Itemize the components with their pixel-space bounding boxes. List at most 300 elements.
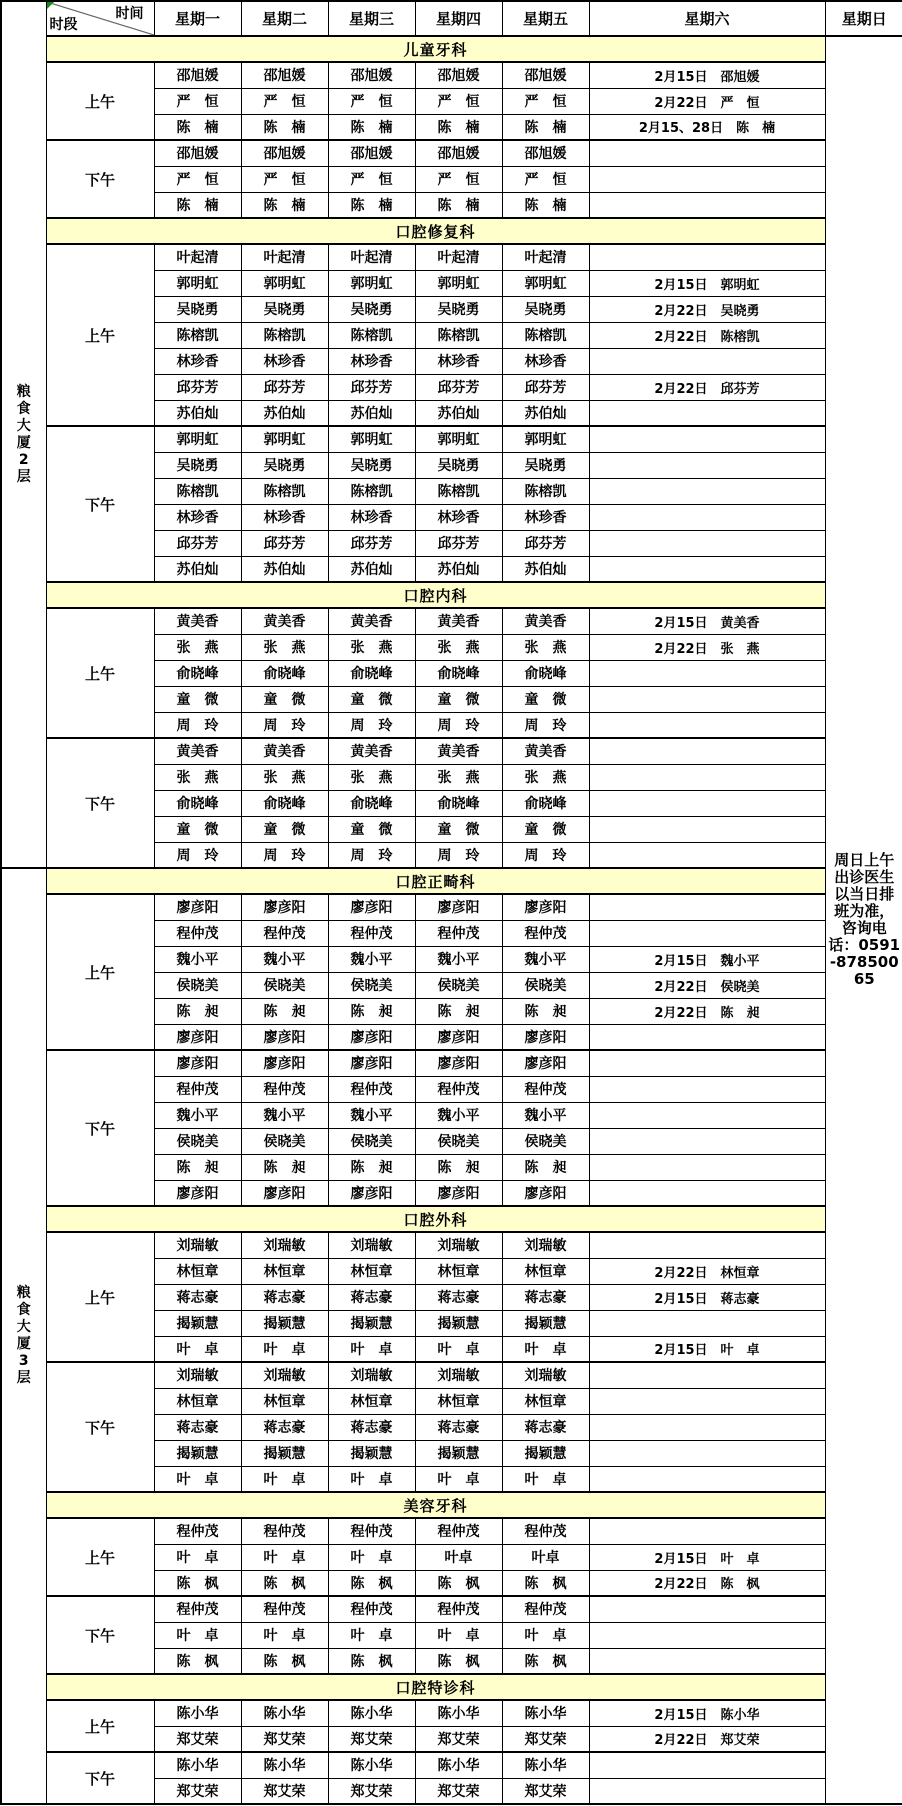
doctor-cell: 叶 卓 xyxy=(241,1622,328,1648)
sunday-note: 周日上午出诊医生以当日排班为准，咨询电话：0591-87850065 xyxy=(825,36,902,1804)
doctor-cell: 郭明虹 xyxy=(328,270,415,296)
doctor-cell: 张 燕 xyxy=(502,764,589,790)
doctor-cell: 程仲茂 xyxy=(154,1076,241,1102)
doctor-cell: 叶 卓 xyxy=(241,1544,328,1570)
saturday-cell: 2月22日 严 恒 xyxy=(589,88,825,114)
doctor-cell: 蒋志豪 xyxy=(241,1414,328,1440)
doctor-cell: 叶 卓 xyxy=(241,1336,328,1362)
corner-label-time: 时间 xyxy=(115,6,144,22)
doctor-cell: 陈 昶 xyxy=(502,1154,589,1180)
saturday-cell: 2月22日 陈 昶 xyxy=(589,998,825,1024)
day-header-2: 星期二 xyxy=(241,1,328,36)
doctor-cell: 魏小平 xyxy=(241,946,328,972)
period-label-pm: 下午 xyxy=(46,140,154,218)
doctor-cell: 严 恒 xyxy=(241,88,328,114)
saturday-cell: 2月22日 邱芬芳 xyxy=(589,374,825,400)
doctor-cell: 童 微 xyxy=(502,686,589,712)
saturday-cell xyxy=(589,166,825,192)
doctor-cell: 叶 卓 xyxy=(328,1544,415,1570)
saturday-cell xyxy=(589,192,825,218)
saturday-cell xyxy=(589,400,825,426)
saturday-cell xyxy=(589,660,825,686)
doctor-cell: 廖彦阳 xyxy=(154,894,241,920)
doctor-cell: 林恒章 xyxy=(154,1258,241,1284)
doctor-cell: 周 玲 xyxy=(415,842,502,868)
doctor-cell: 陈 昶 xyxy=(502,998,589,1024)
doctor-cell: 廖彦阳 xyxy=(328,1024,415,1050)
doctor-cell: 邵旭媛 xyxy=(154,62,241,88)
doctor-cell: 邱芬芳 xyxy=(154,374,241,400)
doctor-cell: 魏小平 xyxy=(502,946,589,972)
doctor-cell: 刘瑞敏 xyxy=(328,1362,415,1388)
saturday-cell: 2月15日 叶 卓 xyxy=(589,1336,825,1362)
period-label-pm: 下午 xyxy=(46,1050,154,1206)
doctor-cell: 俞晓峰 xyxy=(154,790,241,816)
doctor-cell: 叶 卓 xyxy=(154,1466,241,1492)
saturday-cell xyxy=(589,1414,825,1440)
saturday-cell xyxy=(589,556,825,582)
doctor-cell: 陈小华 xyxy=(154,1752,241,1778)
doctor-cell: 程仲茂 xyxy=(241,1596,328,1622)
saturday-cell: 2月22日 侯晓美 xyxy=(589,972,825,998)
doctor-cell: 林珍香 xyxy=(154,348,241,374)
doctor-cell: 陈 昶 xyxy=(415,998,502,1024)
doctor-cell: 吴晓勇 xyxy=(154,452,241,478)
doctor-cell: 俞晓峰 xyxy=(415,660,502,686)
doctor-cell: 张 燕 xyxy=(328,764,415,790)
doctor-cell: 揭颖慧 xyxy=(328,1440,415,1466)
doctor-cell: 叶卓 xyxy=(502,1544,589,1570)
doctor-cell: 廖彦阳 xyxy=(328,894,415,920)
saturday-cell xyxy=(589,1388,825,1414)
doctor-cell: 陈小华 xyxy=(502,1700,589,1726)
doctor-cell: 廖彦阳 xyxy=(154,1024,241,1050)
doctor-cell: 廖彦阳 xyxy=(502,894,589,920)
doctor-cell: 严 恒 xyxy=(502,166,589,192)
doctor-cell: 林珍香 xyxy=(502,504,589,530)
doctor-cell: 童 微 xyxy=(415,686,502,712)
doctor-cell: 刘瑞敏 xyxy=(415,1362,502,1388)
saturday-cell xyxy=(589,712,825,738)
doctor-cell: 刘瑞敏 xyxy=(328,1232,415,1258)
doctor-cell: 邵旭媛 xyxy=(415,140,502,166)
doctor-cell: 程仲茂 xyxy=(415,1518,502,1544)
doctor-cell: 叶 卓 xyxy=(502,1622,589,1648)
doctor-cell: 郑艾荣 xyxy=(502,1726,589,1752)
doctor-cell: 林珍香 xyxy=(241,504,328,530)
doctor-cell: 程仲茂 xyxy=(241,1518,328,1544)
period-label-am: 上午 xyxy=(46,608,154,738)
doctor-cell: 黄美香 xyxy=(241,608,328,634)
doctor-cell: 郑艾荣 xyxy=(241,1726,328,1752)
doctor-cell: 叶 卓 xyxy=(502,1336,589,1362)
doctor-cell: 魏小平 xyxy=(154,946,241,972)
doctor-cell: 郑艾荣 xyxy=(328,1778,415,1804)
doctor-cell: 童 微 xyxy=(502,816,589,842)
period-label-am: 上午 xyxy=(46,894,154,1050)
saturday-cell: 2月15日 叶 卓 xyxy=(589,1544,825,1570)
saturday-cell xyxy=(589,1076,825,1102)
saturday-cell xyxy=(589,504,825,530)
doctor-cell: 叶 卓 xyxy=(154,1622,241,1648)
doctor-cell: 林珍香 xyxy=(328,504,415,530)
doctor-cell: 陈小华 xyxy=(328,1752,415,1778)
doctor-cell: 陈小华 xyxy=(328,1700,415,1726)
doctor-cell: 侯晓美 xyxy=(328,972,415,998)
doctor-cell: 吴晓勇 xyxy=(415,296,502,322)
doctor-cell: 程仲茂 xyxy=(415,1076,502,1102)
saturday-cell xyxy=(589,1154,825,1180)
doctor-cell: 吴晓勇 xyxy=(241,452,328,478)
doctor-cell: 童 微 xyxy=(154,816,241,842)
doctor-cell: 蒋志豪 xyxy=(502,1284,589,1310)
doctor-cell: 陈 昶 xyxy=(241,998,328,1024)
doctor-cell: 廖彦阳 xyxy=(415,1180,502,1206)
doctor-cell: 林珍香 xyxy=(328,348,415,374)
doctor-cell: 张 燕 xyxy=(415,634,502,660)
doctor-cell: 吴晓勇 xyxy=(415,452,502,478)
saturday-cell xyxy=(589,1778,825,1804)
doctor-cell: 陈榕凯 xyxy=(328,322,415,348)
doctor-cell: 程仲茂 xyxy=(241,920,328,946)
doctor-cell: 程仲茂 xyxy=(154,1596,241,1622)
doctor-cell: 陈榕凯 xyxy=(502,322,589,348)
saturday-cell: 2月22日 陈 枫 xyxy=(589,1570,825,1596)
doctor-cell: 郭明虹 xyxy=(328,426,415,452)
saturday-cell xyxy=(589,348,825,374)
doctor-cell: 蒋志豪 xyxy=(154,1414,241,1440)
section-title-1: 儿童牙科 xyxy=(46,36,825,62)
doctor-cell: 程仲茂 xyxy=(154,920,241,946)
doctor-cell: 陈 楠 xyxy=(502,192,589,218)
doctor-cell: 郭明虹 xyxy=(415,270,502,296)
saturday-cell: 2月22日 吴晓勇 xyxy=(589,296,825,322)
doctor-cell: 侯晓美 xyxy=(415,1128,502,1154)
doctor-cell: 蒋志豪 xyxy=(502,1414,589,1440)
doctor-cell: 苏伯灿 xyxy=(328,556,415,582)
doctor-cell: 叶起清 xyxy=(502,244,589,270)
doctor-cell: 郑艾荣 xyxy=(154,1778,241,1804)
doctor-cell: 陈榕凯 xyxy=(328,478,415,504)
doctor-cell: 严 恒 xyxy=(154,88,241,114)
doctor-cell: 陈 楠 xyxy=(328,114,415,140)
doctor-cell: 邱芬芳 xyxy=(241,374,328,400)
saturday-cell xyxy=(589,1180,825,1206)
doctor-cell: 陈 枫 xyxy=(328,1648,415,1674)
floor-label-3: 粮 食 大 厦 3 层 xyxy=(1,868,46,1804)
doctor-cell: 黄美香 xyxy=(241,738,328,764)
doctor-cell: 揭颖慧 xyxy=(415,1310,502,1336)
section-title-2: 口腔修复科 xyxy=(46,218,825,244)
doctor-cell: 周 玲 xyxy=(154,842,241,868)
doctor-cell: 蒋志豪 xyxy=(328,1284,415,1310)
doctor-cell: 郑艾荣 xyxy=(415,1778,502,1804)
doctor-cell: 叶 卓 xyxy=(415,1336,502,1362)
saturday-cell xyxy=(589,1310,825,1336)
doctor-cell: 揭颖慧 xyxy=(502,1440,589,1466)
doctor-cell: 俞晓峰 xyxy=(502,790,589,816)
doctor-cell: 程仲茂 xyxy=(154,1518,241,1544)
doctor-cell: 叶 卓 xyxy=(415,1622,502,1648)
saturday-cell: 2月15日 魏小平 xyxy=(589,946,825,972)
doctor-cell: 陈 楠 xyxy=(241,114,328,140)
doctor-cell: 陈 昶 xyxy=(241,1154,328,1180)
doctor-cell: 刘瑞敏 xyxy=(502,1362,589,1388)
doctor-cell: 张 燕 xyxy=(241,634,328,660)
doctor-cell: 陈 昶 xyxy=(328,1154,415,1180)
day-header-3: 星期三 xyxy=(328,1,415,36)
doctor-cell: 陈 枫 xyxy=(241,1648,328,1674)
saturday-cell xyxy=(589,452,825,478)
doctor-cell: 张 燕 xyxy=(241,764,328,790)
period-label-am: 上午 xyxy=(46,62,154,140)
doctor-cell: 吴晓勇 xyxy=(241,296,328,322)
doctor-cell: 叶 卓 xyxy=(241,1466,328,1492)
doctor-cell: 苏伯灿 xyxy=(328,400,415,426)
doctor-cell: 廖彦阳 xyxy=(328,1180,415,1206)
doctor-cell: 陈小华 xyxy=(241,1700,328,1726)
doctor-cell: 严 恒 xyxy=(328,166,415,192)
doctor-cell: 廖彦阳 xyxy=(415,894,502,920)
doctor-cell: 严 恒 xyxy=(241,166,328,192)
doctor-cell: 陈 昶 xyxy=(154,998,241,1024)
doctor-cell: 魏小平 xyxy=(154,1102,241,1128)
doctor-cell: 陈小华 xyxy=(154,1700,241,1726)
doctor-cell: 魏小平 xyxy=(328,946,415,972)
doctor-cell: 廖彦阳 xyxy=(415,1024,502,1050)
green-corner-marker xyxy=(47,2,54,9)
doctor-cell: 叶 卓 xyxy=(502,1466,589,1492)
doctor-cell: 廖彦阳 xyxy=(502,1024,589,1050)
saturday-cell xyxy=(589,816,825,842)
doctor-cell: 严 恒 xyxy=(154,166,241,192)
doctor-cell: 苏伯灿 xyxy=(415,400,502,426)
period-label-am: 上午 xyxy=(46,1518,154,1596)
doctor-cell: 俞晓峰 xyxy=(415,790,502,816)
doctor-cell: 严 恒 xyxy=(502,88,589,114)
doctor-cell: 叶 卓 xyxy=(328,1466,415,1492)
doctor-cell: 魏小平 xyxy=(415,1102,502,1128)
doctor-cell: 侯晓美 xyxy=(502,1128,589,1154)
saturday-cell xyxy=(589,1362,825,1388)
doctor-cell: 廖彦阳 xyxy=(502,1180,589,1206)
doctor-cell: 廖彦阳 xyxy=(415,1050,502,1076)
doctor-cell: 廖彦阳 xyxy=(154,1050,241,1076)
doctor-cell: 揭颖慧 xyxy=(241,1310,328,1336)
doctor-cell: 林恒章 xyxy=(241,1258,328,1284)
doctor-cell: 吴晓勇 xyxy=(328,296,415,322)
day-header-4: 星期四 xyxy=(415,1,502,36)
doctor-cell: 张 燕 xyxy=(328,634,415,660)
saturday-cell: 2月22日 张 燕 xyxy=(589,634,825,660)
doctor-cell: 陈榕凯 xyxy=(154,322,241,348)
doctor-cell: 陈 楠 xyxy=(502,114,589,140)
doctor-cell: 黄美香 xyxy=(154,608,241,634)
day-header-6: 星期六 xyxy=(589,1,825,36)
section-title-6: 美容牙科 xyxy=(46,1492,825,1518)
doctor-cell: 陈 楠 xyxy=(415,192,502,218)
doctor-cell: 陈 枫 xyxy=(415,1570,502,1596)
saturday-cell xyxy=(589,244,825,270)
doctor-cell: 刘瑞敏 xyxy=(415,1232,502,1258)
doctor-cell: 揭颖慧 xyxy=(415,1440,502,1466)
doctor-cell: 揭颖慧 xyxy=(502,1310,589,1336)
doctor-cell: 陈 昶 xyxy=(154,1154,241,1180)
doctor-cell: 魏小平 xyxy=(415,946,502,972)
doctor-cell: 叶 卓 xyxy=(328,1622,415,1648)
doctor-cell: 周 玲 xyxy=(328,842,415,868)
doctor-cell: 苏伯灿 xyxy=(154,400,241,426)
doctor-cell: 黄美香 xyxy=(328,608,415,634)
doctor-cell: 林恒章 xyxy=(241,1388,328,1414)
doctor-cell: 邱芬芳 xyxy=(502,374,589,400)
doctor-cell: 邵旭媛 xyxy=(328,62,415,88)
doctor-cell: 陈榕凯 xyxy=(241,478,328,504)
saturday-cell xyxy=(589,1622,825,1648)
doctor-cell: 郑艾荣 xyxy=(328,1726,415,1752)
doctor-cell: 邵旭媛 xyxy=(502,140,589,166)
period-label-am: 上午 xyxy=(46,244,154,426)
doctor-cell: 叶 卓 xyxy=(154,1544,241,1570)
doctor-cell: 陈小华 xyxy=(415,1700,502,1726)
doctor-cell: 邵旭媛 xyxy=(415,62,502,88)
doctor-cell: 林恒章 xyxy=(415,1258,502,1284)
saturday-cell xyxy=(589,790,825,816)
doctor-cell: 邱芬芳 xyxy=(154,530,241,556)
saturday-cell: 2月15日 邵旭媛 xyxy=(589,62,825,88)
doctor-cell: 吴晓勇 xyxy=(502,296,589,322)
saturday-cell xyxy=(589,738,825,764)
saturday-cell: 2月22日 陈榕凯 xyxy=(589,322,825,348)
doctor-cell: 黄美香 xyxy=(502,608,589,634)
doctor-cell: 郭明虹 xyxy=(241,270,328,296)
doctor-cell: 叶起清 xyxy=(154,244,241,270)
doctor-cell: 魏小平 xyxy=(502,1102,589,1128)
saturday-cell xyxy=(589,1024,825,1050)
doctor-cell: 苏伯灿 xyxy=(154,556,241,582)
doctor-cell: 侯晓美 xyxy=(154,1128,241,1154)
doctor-cell: 程仲茂 xyxy=(328,920,415,946)
period-label-am: 上午 xyxy=(46,1700,154,1752)
doctor-cell: 吴晓勇 xyxy=(502,452,589,478)
doctor-cell: 林恒章 xyxy=(502,1388,589,1414)
doctor-cell: 严 恒 xyxy=(328,88,415,114)
doctor-cell: 周 玲 xyxy=(502,712,589,738)
doctor-cell: 邱芬芳 xyxy=(241,530,328,556)
doctor-cell: 林恒章 xyxy=(415,1388,502,1414)
doctor-cell: 周 玲 xyxy=(241,842,328,868)
saturday-cell: 2月15日 蒋志豪 xyxy=(589,1284,825,1310)
doctor-cell: 邱芬芳 xyxy=(328,374,415,400)
doctor-cell: 吴晓勇 xyxy=(328,452,415,478)
doctor-cell: 苏伯灿 xyxy=(502,556,589,582)
saturday-cell: 2月22日 郑艾荣 xyxy=(589,1726,825,1752)
doctor-cell: 林珍香 xyxy=(502,348,589,374)
doctor-cell: 程仲茂 xyxy=(328,1076,415,1102)
doctor-cell: 蒋志豪 xyxy=(328,1414,415,1440)
saturday-cell xyxy=(589,842,825,868)
doctor-cell: 揭颖慧 xyxy=(154,1310,241,1336)
doctor-cell: 陈榕凯 xyxy=(415,322,502,348)
saturday-cell xyxy=(589,530,825,556)
doctor-cell: 俞晓峰 xyxy=(241,660,328,686)
doctor-cell: 郭明虹 xyxy=(154,270,241,296)
saturday-cell xyxy=(589,1518,825,1544)
doctor-cell: 程仲茂 xyxy=(502,1518,589,1544)
doctor-cell: 刘瑞敏 xyxy=(154,1362,241,1388)
doctor-cell: 揭颖慧 xyxy=(328,1310,415,1336)
doctor-cell: 俞晓峰 xyxy=(154,660,241,686)
doctor-cell: 陈 楠 xyxy=(154,114,241,140)
saturday-cell xyxy=(589,1050,825,1076)
doctor-cell: 童 微 xyxy=(328,816,415,842)
doctor-cell: 程仲茂 xyxy=(502,1076,589,1102)
doctor-cell: 陈小华 xyxy=(415,1752,502,1778)
doctor-cell: 廖彦阳 xyxy=(328,1050,415,1076)
doctor-cell: 林恒章 xyxy=(502,1258,589,1284)
saturday-cell xyxy=(589,140,825,166)
day-header-1: 星期一 xyxy=(154,1,241,36)
doctor-cell: 郑艾荣 xyxy=(415,1726,502,1752)
saturday-cell xyxy=(589,686,825,712)
doctor-cell: 陈 枫 xyxy=(328,1570,415,1596)
doctor-cell: 周 玲 xyxy=(154,712,241,738)
saturday-cell: 2月15、28日 陈 楠 xyxy=(589,114,825,140)
doctor-cell: 廖彦阳 xyxy=(241,1050,328,1076)
saturday-cell xyxy=(589,1466,825,1492)
doctor-cell: 郭明虹 xyxy=(415,426,502,452)
doctor-cell: 童 微 xyxy=(328,686,415,712)
doctor-cell: 林珍香 xyxy=(415,504,502,530)
section-title-7: 口腔特诊科 xyxy=(46,1674,825,1700)
floor-label-2: 粮 食 大 厦 2 层 xyxy=(1,1,46,868)
saturday-cell xyxy=(589,1648,825,1674)
doctor-cell: 程仲茂 xyxy=(328,1596,415,1622)
doctor-cell: 陈 昶 xyxy=(328,998,415,1024)
doctor-cell: 林恒章 xyxy=(328,1388,415,1414)
doctor-cell: 苏伯灿 xyxy=(502,400,589,426)
doctor-cell: 郑艾荣 xyxy=(241,1778,328,1804)
saturday-cell xyxy=(589,1440,825,1466)
doctor-cell: 陈 枫 xyxy=(502,1570,589,1596)
doctor-cell: 叶起清 xyxy=(328,244,415,270)
doctor-cell: 蒋志豪 xyxy=(241,1284,328,1310)
doctor-cell: 林恒章 xyxy=(154,1388,241,1414)
doctor-cell: 俞晓峰 xyxy=(328,660,415,686)
doctor-cell: 刘瑞敏 xyxy=(502,1232,589,1258)
doctor-cell: 张 燕 xyxy=(502,634,589,660)
doctor-cell: 陈榕凯 xyxy=(502,478,589,504)
corner-cell xyxy=(46,1,154,36)
doctor-cell: 陈榕凯 xyxy=(154,478,241,504)
doctor-cell: 邵旭媛 xyxy=(241,140,328,166)
saturday-cell xyxy=(589,764,825,790)
doctor-cell: 陈榕凯 xyxy=(415,478,502,504)
doctor-cell: 廖彦阳 xyxy=(502,1050,589,1076)
doctor-cell: 林恒章 xyxy=(328,1258,415,1284)
doctor-cell: 周 玲 xyxy=(415,712,502,738)
doctor-cell: 叶起清 xyxy=(415,244,502,270)
saturday-cell xyxy=(589,920,825,946)
doctor-cell: 严 恒 xyxy=(415,166,502,192)
period-label-pm: 下午 xyxy=(46,1752,154,1804)
doctor-cell: 廖彦阳 xyxy=(241,894,328,920)
doctor-cell: 童 微 xyxy=(154,686,241,712)
doctor-cell: 程仲茂 xyxy=(502,920,589,946)
doctor-cell: 郭明虹 xyxy=(502,426,589,452)
saturday-cell xyxy=(589,1128,825,1154)
doctor-cell: 吴晓勇 xyxy=(154,296,241,322)
